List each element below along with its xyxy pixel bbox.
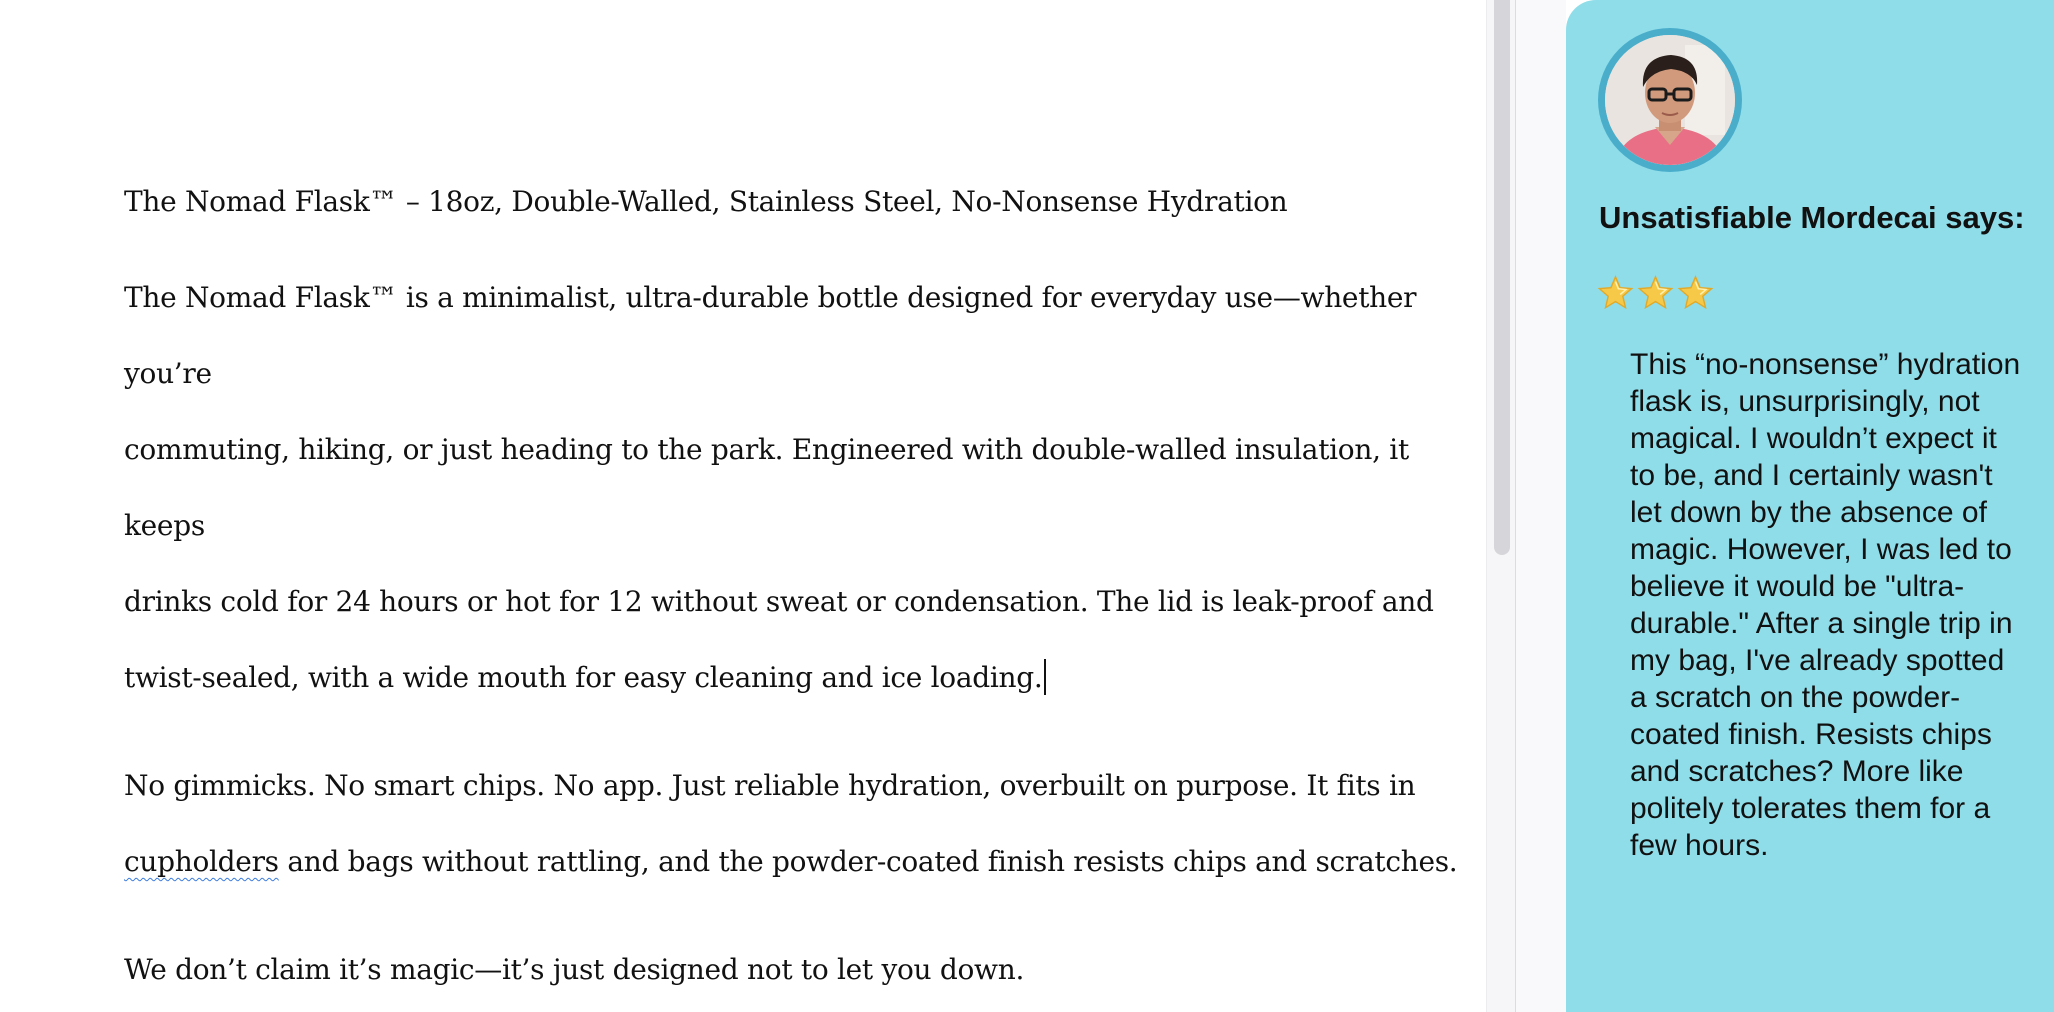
paragraph-description[interactable] xyxy=(124,260,1474,716)
person-portrait-icon xyxy=(1605,35,1735,165)
paragraph-features-line1[interactable]: No gimmicks. No smart chips. No app. Just reliable hydration, overbuilt on purpose. It fits in xyxy=(124,769,1416,802)
paragraph-closing[interactable]: We don’t claim it’s magic—it’s just designed not to let you down. xyxy=(124,953,1025,986)
star-icon xyxy=(1596,274,1635,312)
misspelled-word[interactable]: cupholders xyxy=(124,845,279,878)
document-title[interactable]: The Nomad Flask™ – 18oz, Double-Walled, Stainless Steel, No-Nonsense Hydration xyxy=(124,185,1288,218)
star-icon xyxy=(1676,274,1715,312)
avatar-photo xyxy=(1605,35,1735,165)
paragraph-features-rest[interactable]: and bags without rattling, and the powder-coated finish resists chips and scratches. xyxy=(278,845,1458,878)
document-body[interactable] xyxy=(124,178,1474,1008)
star-icon xyxy=(1636,274,1675,312)
review-text: This “no-nonsense” hydration flask is, unsurprisingly, not magical. I wouldn’t expect it to be, and I certainly wasn't let down by the absence of magic. However, I was led to believe it would be "ultra-durable." After a single trip in my bag, I've already spotted a scratch on the powder-coated finish. Resists chips and scratches? More like politely tolerates them for a few hours. xyxy=(1630,348,2021,862)
scrollbar-thumb[interactable] xyxy=(1494,0,1510,555)
review-panel xyxy=(1566,0,2054,1012)
paragraph-description-text[interactable]: The Nomad Flask™ is a minimalist, ultra-durable bottle designed for everyday use—whether you’re commuting, hiking, or just heading to the park. Engineered with double-walled insulation, it keeps drinks cold for 24 hours or hot for 12 without sweat or condensation. The lid is leak-proof and twist-sealed, with a wide mouth for easy cleaning and ice loading. xyxy=(124,281,1434,694)
paragraph-features[interactable] xyxy=(124,748,1474,900)
star-rating xyxy=(1596,274,1715,312)
panel-gutter xyxy=(1516,0,1566,1012)
reviewer-name: Unsatisfiable Mordecai says: xyxy=(1599,200,2025,235)
reviewer-avatar[interactable] xyxy=(1598,28,1742,172)
editor-scrollbar[interactable] xyxy=(1486,0,1516,1012)
text-cursor xyxy=(1044,659,1046,695)
